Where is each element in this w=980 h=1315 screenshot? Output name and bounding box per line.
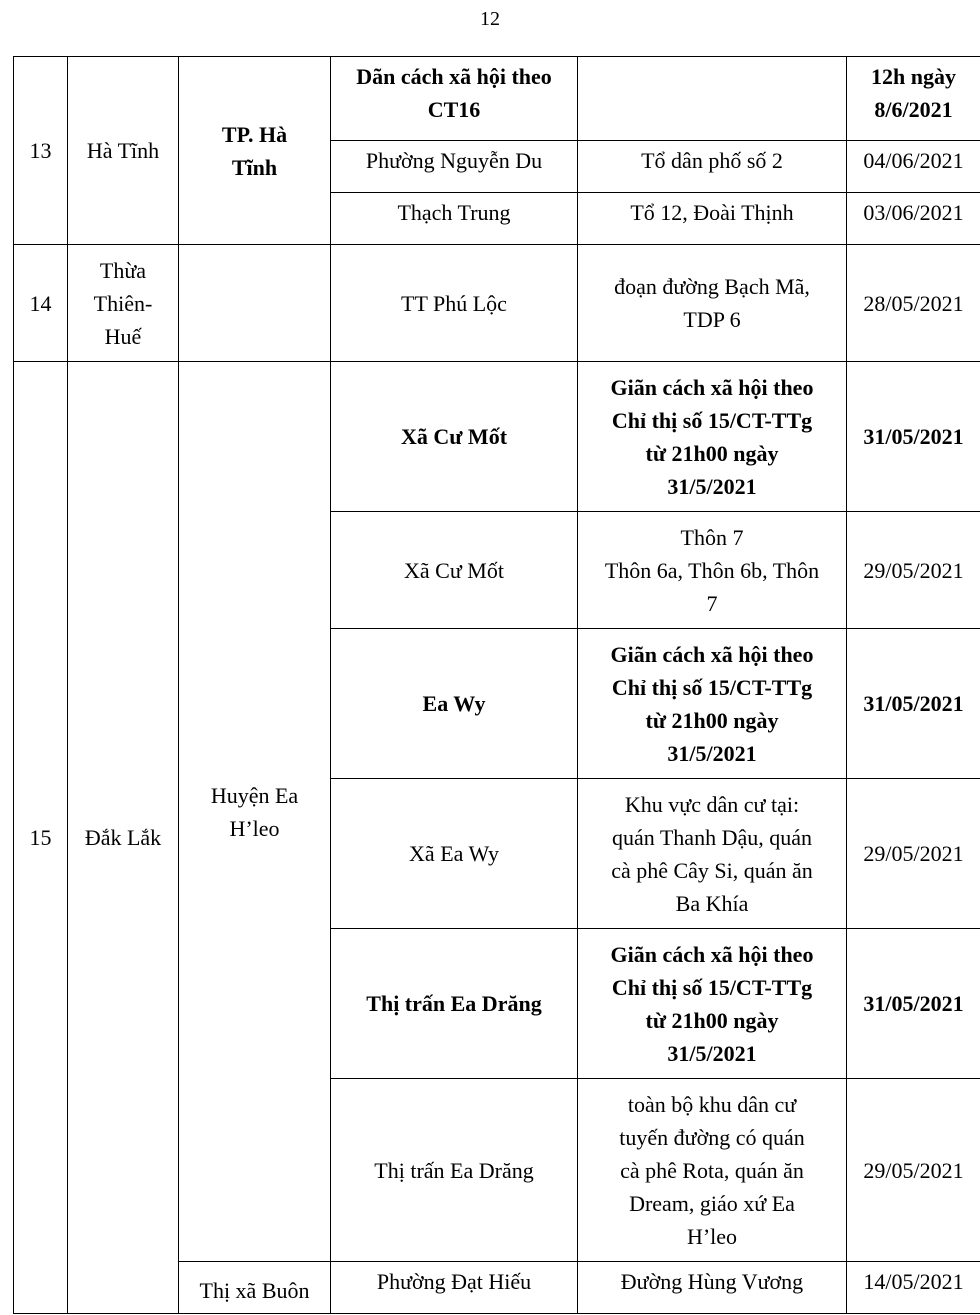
- province-cell: Thừa Thiên- Huế: [68, 245, 179, 362]
- page-number: 12: [480, 8, 500, 30]
- date-cell: 12h ngày 8/6/2021: [847, 57, 980, 141]
- date-cell: 31/05/2021: [847, 929, 980, 1079]
- district-cell: TP. Hà Tĩnh: [179, 57, 331, 245]
- detail-cell: đoạn đường Bạch Mã, TDP 6: [578, 245, 847, 362]
- date-cell: 28/05/2021: [847, 245, 980, 362]
- detail-cell: Tổ 12, Đoài Thịnh: [578, 193, 847, 245]
- detail-cell: Đường Hùng Vương: [578, 1262, 847, 1314]
- date-cell: 03/06/2021: [847, 193, 980, 245]
- area-cell: Ea Wy: [331, 629, 578, 779]
- date-cell: 14/05/2021: [847, 1262, 980, 1314]
- date-cell: 31/05/2021: [847, 362, 980, 512]
- date-cell: 29/05/2021: [847, 1079, 980, 1262]
- detail-cell: Tổ dân phố số 2: [578, 141, 847, 193]
- detail-cell: Giãn cách xã hội theo Chỉ thị số 15/CT-TTg từ 21h00 ngày 31/5/2021: [578, 629, 847, 779]
- stt-cell: 13: [14, 57, 68, 245]
- area-cell: Xã Ea Wy: [331, 779, 578, 929]
- date-cell: 29/05/2021: [847, 512, 980, 629]
- table-row: [14, 245, 980, 362]
- stt-cell: 14: [14, 245, 68, 362]
- table-row: [14, 362, 980, 512]
- detail-cell: [578, 57, 847, 141]
- area-cell: Phường Đạt Hiếu: [331, 1262, 578, 1314]
- area-cell: Thị trấn Ea Drăng: [331, 1079, 578, 1262]
- area-cell: TT Phú Lộc: [331, 245, 578, 362]
- province-cell: Đắk Lắk: [68, 362, 179, 1314]
- area-cell: Dãn cách xã hội theo CT16: [331, 57, 578, 141]
- area-cell: Xã Cư Mốt: [331, 362, 578, 512]
- area-cell: Xã Cư Mốt: [331, 512, 578, 629]
- district-cell: [179, 245, 331, 362]
- district-cell: Thị xã Buôn: [179, 1262, 331, 1314]
- detail-cell: toàn bộ khu dân cư tuyến đường có quán cà phê Rota, quán ăn Dream, giáo xứ Ea H’leo: [578, 1079, 847, 1262]
- province-cell: Hà Tĩnh: [68, 57, 179, 245]
- detail-cell: Khu vực dân cư tại: quán Thanh Dậu, quán cà phê Cây Si, quán ăn Ba Khía: [578, 779, 847, 929]
- detail-cell: Thôn 7 Thôn 6a, Thôn 6b, Thôn 7: [578, 512, 847, 629]
- detail-cell: Giãn cách xã hội theo Chỉ thị số 15/CT-TTg từ 21h00 ngày 31/5/2021: [578, 929, 847, 1079]
- date-cell: 31/05/2021: [847, 629, 980, 779]
- detail-cell: Giãn cách xã hội theo Chỉ thị số 15/CT-TTg từ 21h00 ngày 31/5/2021: [578, 362, 847, 512]
- area-cell: Thạch Trung: [331, 193, 578, 245]
- date-cell: 04/06/2021: [847, 141, 980, 193]
- district-cell: Huyện Ea H’leo: [179, 362, 331, 1262]
- date-cell: 29/05/2021: [847, 779, 980, 929]
- table-row: [14, 57, 980, 141]
- area-cell: Phường Nguyễn Du: [331, 141, 578, 193]
- stt-cell: 15: [14, 362, 68, 1314]
- area-cell: Thị trấn Ea Drăng: [331, 929, 578, 1079]
- lockdown-areas-table: [13, 56, 980, 1314]
